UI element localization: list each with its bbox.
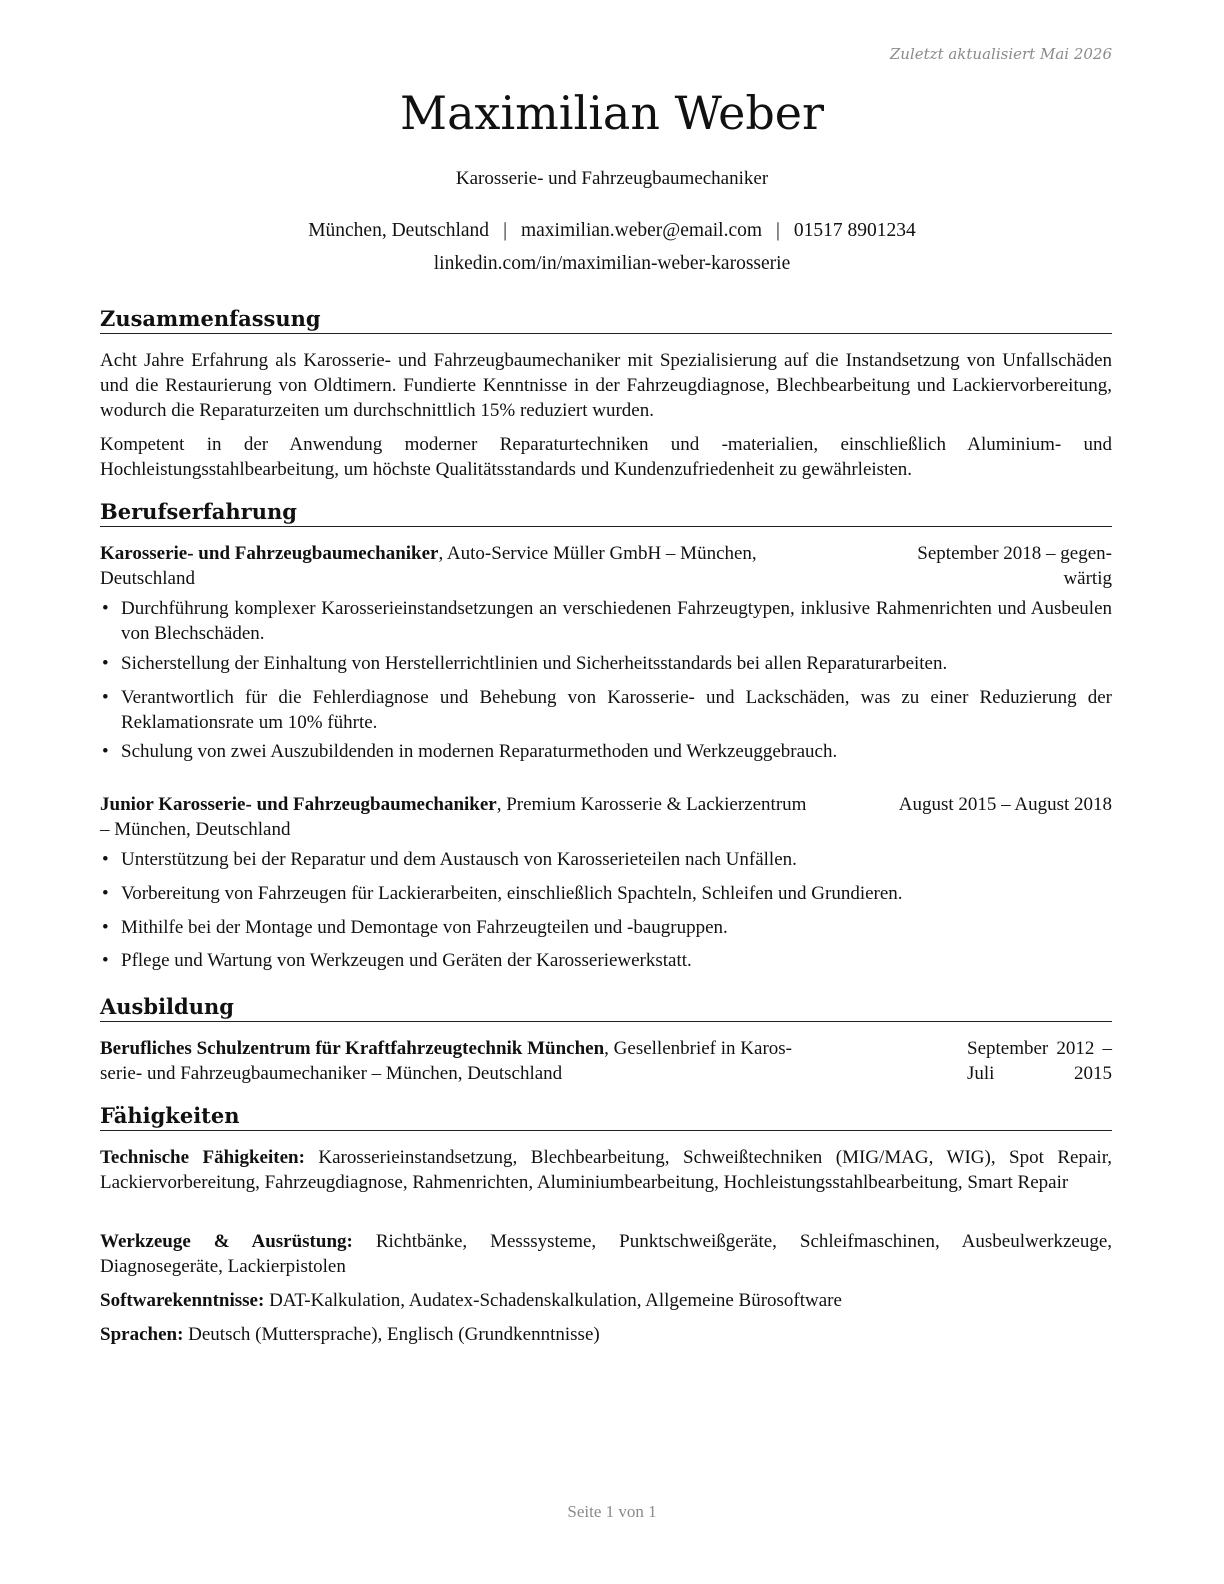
linkedin-link[interactable]: linkedin.com/in/maximilian-weber-karosserie — [433, 253, 791, 274]
page-number: Seite 1 von 1 — [567, 1502, 657, 1521]
job-location: – München, Deutschland — [100, 819, 291, 840]
separator: | — [503, 220, 507, 241]
job-title: Karosserie- und Fahrzeugbaumechaniker — [455, 168, 769, 189]
list-item: • Verantwortlich für die Fehlerdiagnose und Behebung von Karosserie- und Lackschäden, was zu einer Reduzierung der Reklamationsrate um 10% führte. — [102, 687, 1112, 733]
last-updated: Zuletzt aktualisiert Mai 2026 — [889, 45, 1112, 63]
list-item: • Durchführung komplexer Karosserieinstandsetzungen an verschiedenen Fahrzeugtypen, inklusive Rahmenrichten und Ausbeulen von Blechschäden. — [102, 598, 1112, 644]
skill-label: Technische Fähigkeiten: — [100, 1147, 305, 1168]
job-dates: wärtig — [1063, 568, 1112, 589]
location: München, Deutschland — [308, 220, 490, 241]
education-dates: 2015 — [1074, 1063, 1112, 1084]
skill-text: Karosserieinstandsetzung, Blechbearbeitung, Schweißtechniken (MIG/MAG, WIG), Spot Repair, Lackiervorbereitung, Fahrzeugdiagnose, Rahmenrichten, Aluminiumbearbeitung, Hochleistungsstahlbearbeitung, Smart Repair — [100, 1147, 1113, 1193]
section-title-experience: Berufserfahrung — [100, 498, 1112, 527]
list-item: • Schulung von zwei Auszubildenden in modernen Reparaturmethoden und Werkzeuggebrauch. — [102, 741, 838, 762]
contact-line — [0, 220, 1224, 242]
phone: 01517 8901234 — [793, 220, 916, 241]
job-dates: September 2018 – gegen- — [917, 543, 1112, 564]
job-role: Junior Karosserie- und Fahrzeugbaumechaniker — [100, 794, 497, 815]
separator: | — [776, 220, 780, 241]
skill-text: Richtbänke, Messsysteme, Punktschweißgeräte, Schleifmaschinen, Ausbeulwerkzeuge, Diagnosegeräte, Lackierpistolen — [100, 1231, 1113, 1277]
skill-text: Deutsch (Muttersprache), Englisch (Grundkenntnisse) — [188, 1324, 600, 1345]
list-item: • Vorbereitung von Fahrzeugen für Lackierarbeiten, einschließlich Spachteln, Schleifen und Grundieren. — [102, 883, 903, 904]
job-header — [100, 541, 1112, 591]
skill-text: DAT-Kalkulation, Audatex-Schadenskalkulation, Allgemeine Bürosoftware — [269, 1290, 842, 1311]
section-title-summary: Zusammenfassung — [100, 305, 1112, 334]
section-title-skills: Fähigkeiten — [100, 1102, 1112, 1131]
summary-paragraph: Kompetent in der Anwendung moderner Reparaturtechniken und -materialien, einschließlich Aluminium- und Hochleistungsstahlbearbeitung, um höchste Qualitätsstandards und Kundenzufriedenheit zu gewährleisten. — [100, 434, 1112, 480]
email-link[interactable]: maximilian.weber@email.com — [520, 220, 763, 241]
list-item: • Mithilfe bei der Montage und Demontage von Fahrzeugteilen und -baugruppen. — [102, 917, 728, 938]
skill-label: Softwarekenntnisse: — [100, 1290, 265, 1311]
section-title-education: Ausbildung — [100, 993, 1112, 1022]
job-dates: August 2015 – August 2018 — [898, 794, 1112, 815]
skill-row — [100, 1145, 1112, 1195]
skill-row — [100, 1229, 1112, 1279]
summary-paragraph: Acht Jahre Erfahrung als Karosserie- und Fahrzeugbaumechaniker mit Spezialisierung auf die Instandsetzung von Unfallschäden und die Restaurierung von Oldtimern. Fundierte Kenntnisse in der Fahrzeugdiagnose, Blechbearbeitung und Lackiervorbereitung, wodurch die Reparaturzeiten um durchschnittlich 15% reduziert wurden. — [100, 350, 1112, 421]
job-header — [100, 792, 1112, 842]
skill-row — [100, 1288, 1112, 1313]
degree-location: serie- und Fahrzeugbaumechaniker – München, Deutschland — [100, 1063, 563, 1084]
education-dates: September 2012 – Juli — [967, 1038, 1112, 1084]
skill-row — [100, 1322, 1112, 1347]
education-entry — [100, 1036, 1112, 1086]
candidate-name: Maximilian Weber — [399, 86, 825, 140]
school-name: Berufliches Schulzentrum für Kraftfahrzeugtechnik München — [100, 1038, 605, 1059]
degree: , Gesellenbrief in Karos- — [604, 1038, 792, 1059]
job-role: Karosserie- und Fahrzeugbaumechaniker — [100, 543, 439, 564]
job-company: , Auto-Service Müller GmbH – München, — [438, 543, 757, 564]
job-location: Deutschland — [100, 568, 195, 589]
skill-label: Werkzeuge & Ausrüstung: — [100, 1231, 353, 1252]
skill-label: Sprachen: — [100, 1324, 184, 1345]
list-item: • Unterstützung bei der Reparatur und dem Austausch von Karosserieteilen nach Unfällen. — [102, 849, 797, 870]
job-company: , Premium Karosserie & Lackierzentrum — [496, 794, 807, 815]
list-item: • Pflege und Wartung von Werkzeugen und Geräten der Karosseriewerkstatt. — [102, 950, 692, 971]
list-item: • Sicherstellung der Einhaltung von Herstellerrichtlinien und Sicherheitsstandards bei allen Reparaturarbeiten. — [102, 653, 948, 674]
